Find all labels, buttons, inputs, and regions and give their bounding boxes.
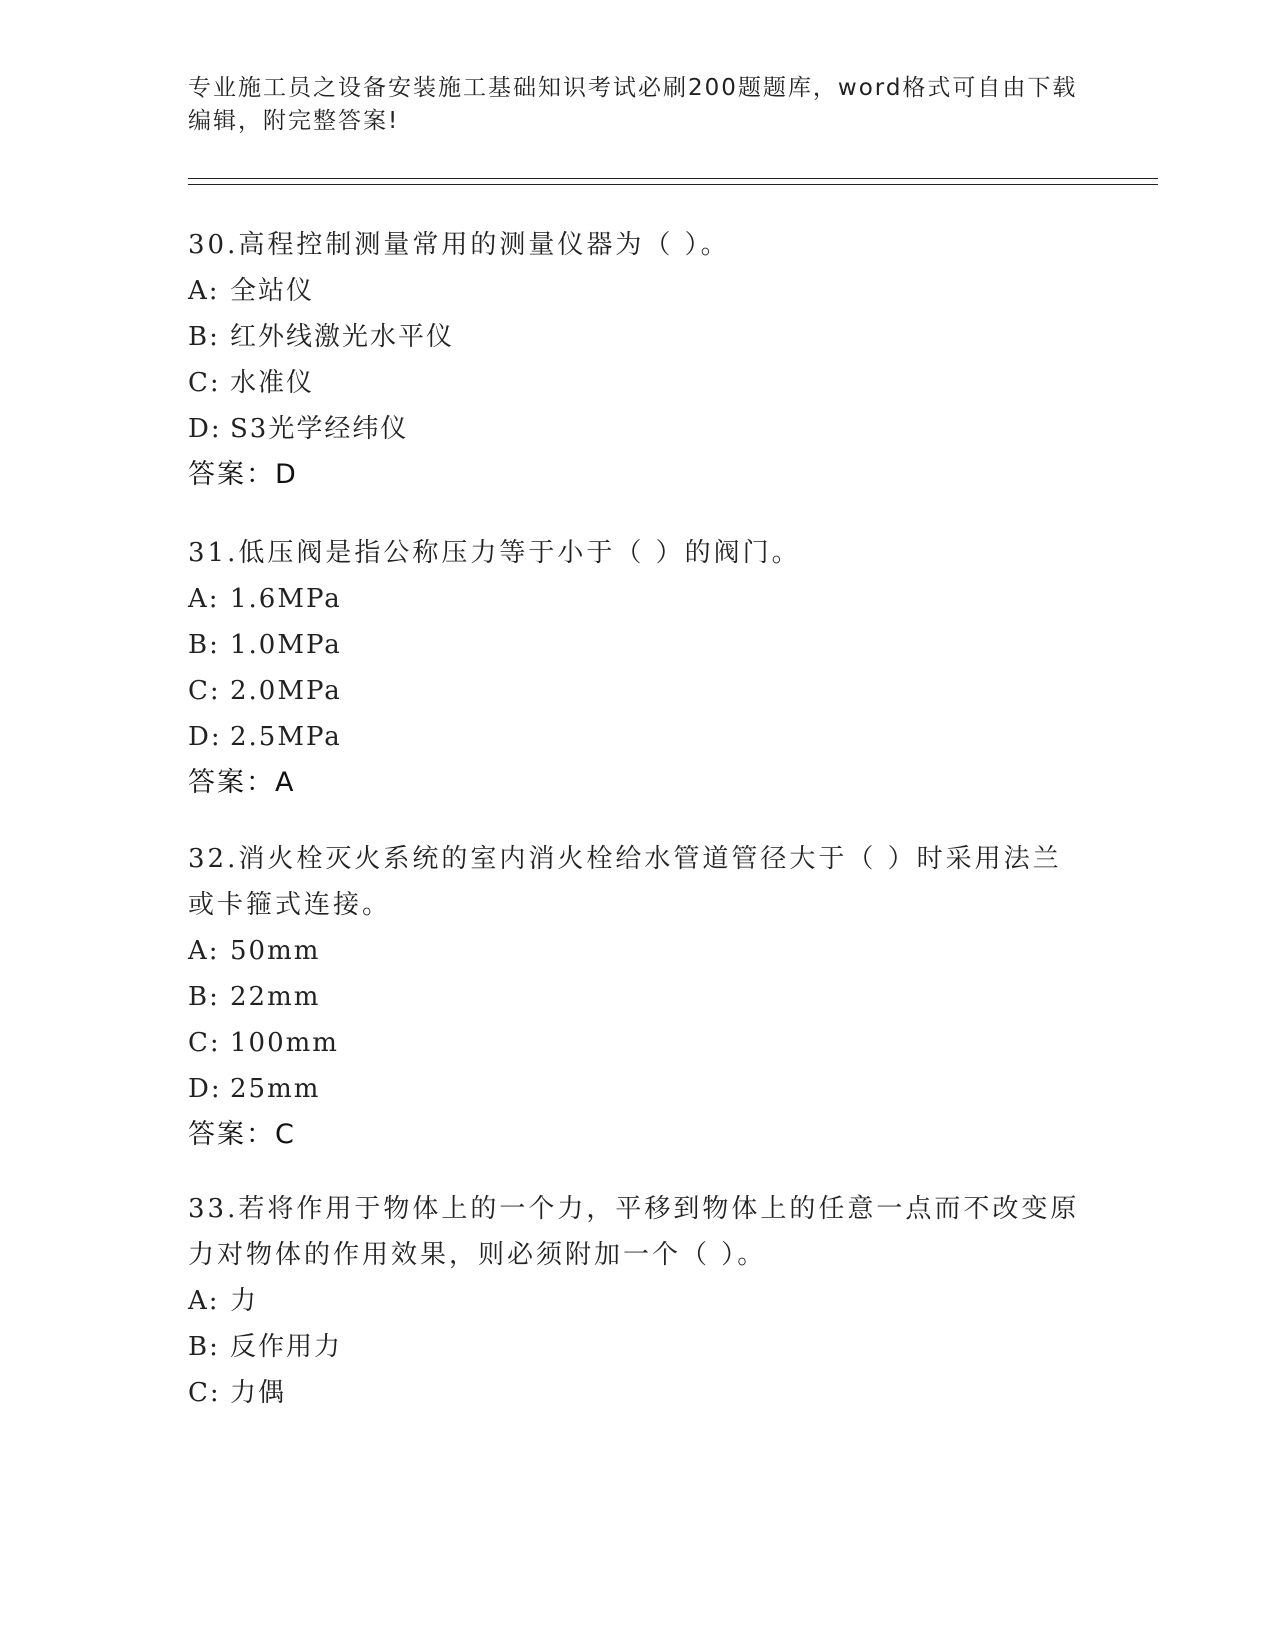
option-d (188, 1066, 1088, 1112)
option-text: 1.0MPa (230, 630, 342, 660)
option-c (188, 1020, 1088, 1066)
option-text: 100mm (230, 1028, 339, 1058)
option-letter: D: (188, 722, 222, 752)
option-c (188, 360, 1088, 406)
option-d (188, 714, 1088, 760)
answer-line: 答案：D (188, 459, 298, 490)
option-b (188, 1324, 1088, 1370)
option-d (188, 406, 1088, 452)
option-letter: A: (188, 584, 220, 614)
option-b (188, 974, 1088, 1020)
header-line-2: 编辑，附完整答案! (188, 108, 400, 134)
option-text: 22mm (230, 982, 321, 1012)
option-letter: A: (188, 1286, 220, 1316)
option-text: 红外线激光水平仪 (230, 322, 455, 352)
option-a (188, 576, 1088, 622)
option-letter: B: (188, 982, 220, 1012)
option-text: 2.5MPa (230, 722, 342, 752)
answer-line: 答案：A (188, 767, 296, 798)
option-text: 全站仪 (230, 276, 315, 306)
option-letter: C: (188, 368, 221, 398)
option-letter: A: (188, 276, 220, 306)
header-divider (188, 178, 1158, 185)
option-letter: C: (188, 1028, 221, 1058)
option-c (188, 1370, 1088, 1416)
option-b (188, 622, 1088, 668)
question-stem: 31.低压阀是指公称压力等于小于（ ）的阀门。 (188, 538, 801, 568)
question-32 (188, 836, 1088, 1158)
option-b (188, 314, 1088, 360)
option-text: 1.6MPa (230, 584, 342, 614)
option-a (188, 1278, 1088, 1324)
option-letter: C: (188, 676, 221, 706)
option-text: 水准仪 (230, 368, 315, 398)
option-letter: B: (188, 630, 220, 660)
answer-line: 答案：C (188, 1119, 296, 1150)
option-letter: B: (188, 322, 220, 352)
question-stem: 30.高程控制测量常用的测量仪器为（ ）。 (188, 230, 730, 260)
option-text: 25mm (230, 1074, 321, 1104)
question-30 (188, 222, 1088, 498)
question-33 (188, 1186, 1088, 1416)
option-letter: C: (188, 1378, 221, 1408)
question-stem: 33.若将作用于物体上的一个力，平移到物体上的任意一点而不改变原力对物体的作用效果，则必须附加一个（ ）。 (188, 1194, 1080, 1270)
option-text: 力偶 (230, 1378, 287, 1408)
option-a (188, 928, 1088, 974)
option-a (188, 268, 1088, 314)
option-letter: D: (188, 1074, 222, 1104)
document-header (188, 72, 1088, 138)
option-letter: A: (188, 936, 220, 966)
header-line-1: 专业施工员之设备安装施工基础知识考试必刷200题题库，word格式可自由下载 (188, 75, 1078, 101)
question-31 (188, 530, 1088, 806)
option-text: 2.0MPa (230, 676, 342, 706)
option-text: 50mm (230, 936, 321, 966)
option-text: 反作用力 (230, 1332, 343, 1362)
question-stem: 32.消火栓灭火系统的室内消火栓给水管道管径大于（ ）时采用法兰或卡箍式连接。 (188, 844, 1062, 920)
option-letter: B: (188, 1332, 220, 1362)
option-letter: D: (188, 414, 222, 444)
option-text: S3光学经纬仪 (230, 414, 409, 444)
option-c (188, 668, 1088, 714)
option-text: 力 (230, 1286, 259, 1316)
